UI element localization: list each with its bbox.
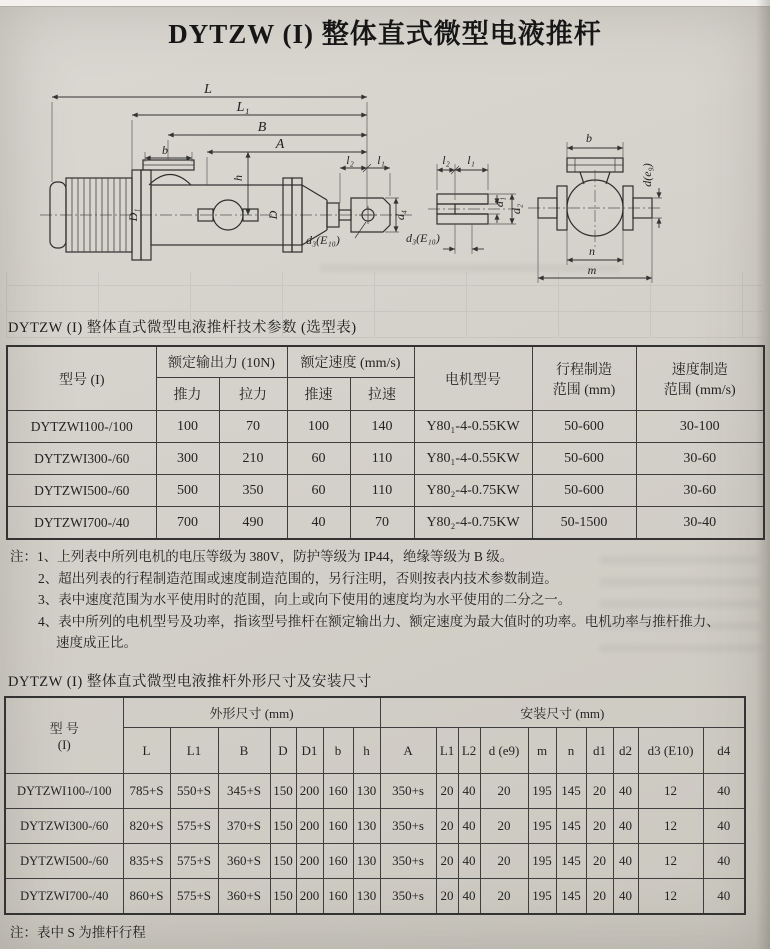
column-group-rated-force: 额定输出力 (10N) [156,346,287,378]
model-cell: DYTZWI300-/60 [7,443,156,475]
value-cell: 110 [350,443,414,475]
dim-label-L1: L₁ [236,100,250,115]
dim-label-D: D [266,210,280,220]
column-header-speed-range [636,346,764,411]
value-cell: 160 [323,774,353,809]
value-cell: 360+S [218,844,270,879]
model-cell: DYTZWI500-/60 [7,475,156,507]
value-cell: 30-100 [636,411,764,443]
value-cell: 30-60 [636,475,764,507]
value-cell: 50-1500 [532,507,636,540]
value-cell: Y80₂-4-0.75KW [414,475,532,507]
value-cell: 60 [287,475,350,507]
value-cell: 150 [270,879,296,915]
column-header: h [353,728,380,774]
value-cell: 30-40 [636,507,764,540]
value-cell: 50-600 [532,443,636,475]
model-cell: DYTZWI300-/60 [5,809,123,844]
table-row [5,879,745,915]
rod-end-section-drawing [406,153,523,254]
table-row [5,844,745,879]
value-cell: 350+s [380,809,436,844]
column-header: d2 [613,728,638,774]
note-line: 注：1、上列表中所列电机的电压等级为 380V，防护等级为 IP44，绝缘等级为 B 级。 [10,549,514,564]
notes-section [10,546,762,654]
value-cell: 785+S [123,774,170,809]
header-line: 范围 (mm/s) [663,382,736,398]
model-cell: DYTZWI500-/60 [5,844,123,879]
value-cell: 200 [296,809,323,844]
dimension-lines [52,82,407,247]
value-cell: 575+S [170,879,218,915]
value-cell: 210 [219,443,287,475]
value-cell: 40 [703,844,745,879]
column-header-model [5,697,123,774]
value-cell: 150 [270,844,296,879]
value-cell: 20 [586,809,613,844]
header-row [7,346,764,378]
value-cell: Y80₁-4-0.55KW [414,411,532,443]
value-cell: 145 [556,879,586,915]
value-cell: 150 [270,809,296,844]
dimension-table-body [5,774,745,915]
dim-label-l2: l₂ [442,153,450,167]
dim-label-B: B [257,120,267,135]
value-cell: 20 [436,809,458,844]
value-cell: 40 [613,844,638,879]
dim-label-A: A [275,137,285,152]
value-cell: 20 [480,844,528,879]
value-cell: 50-600 [532,475,636,507]
table-row [5,809,745,844]
value-cell: 130 [353,844,380,879]
value-cell: Y80₁-4-0.55KW [414,443,532,475]
value-cell: 40 [458,844,480,879]
value-cell: 100 [287,411,350,443]
value-cell: Y80₂-4-0.75KW [414,507,532,540]
column-header: n [556,728,586,774]
value-cell: 130 [353,879,380,915]
model-cell: DYTZWI700-/40 [5,879,123,915]
value-cell: 160 [323,879,353,915]
value-cell: 40 [703,879,745,915]
dimension-table [4,696,746,915]
column-header: D [270,728,296,774]
value-cell: 130 [353,809,380,844]
table-row [5,774,745,809]
value-cell: 145 [556,844,586,879]
column-header: L2 [458,728,480,774]
column-header: d (e9) [480,728,528,774]
value-cell: 70 [350,507,414,540]
column-header: L1 [436,728,458,774]
dim-label-dE9: d(e₉) [640,163,654,187]
value-cell: 820+S [123,809,170,844]
value-cell: 20 [586,844,613,879]
column-header: m [528,728,556,774]
value-cell: 40 [613,774,638,809]
value-cell: 200 [296,844,323,879]
value-cell: 195 [528,809,556,844]
value-cell: 195 [528,879,556,915]
value-cell: 40 [613,879,638,915]
header-row [5,697,745,728]
value-cell: 60 [287,443,350,475]
value-cell: 550+S [170,774,218,809]
column-group-install: 安装尺寸 (mm) [380,697,745,728]
header-line: 范围 (mm) [552,382,616,398]
end-view-drawing [528,131,662,283]
value-cell: 350+s [380,774,436,809]
value-cell: 360+S [218,879,270,915]
value-cell: 700 [156,507,219,540]
column-header: L [123,728,170,774]
spec-table-body [7,411,764,540]
table-row [7,475,764,507]
footnote: 注：表中 S 为推杆行程 [10,925,146,940]
model-cell: DYTZWI700-/40 [7,507,156,540]
dim-label-l1: l₁ [377,153,385,167]
value-cell: 350+s [380,844,436,879]
value-cell: 500 [156,475,219,507]
value-cell: 50-600 [532,411,636,443]
value-cell: 860+S [123,879,170,915]
header-line: 型 号 [49,721,79,736]
dim-label-D1: D₁ [126,208,140,222]
column-header: d1 [586,728,613,774]
spec-table-title: DYTZW (I) 整体直式微型电液推杆技术参数 (选型表) [8,320,357,336]
value-cell: 575+S [170,844,218,879]
column-header: b [323,728,353,774]
table-row [7,411,764,443]
value-cell: 575+S [170,809,218,844]
cylinder-shape [143,160,302,245]
column-header: D1 [296,728,323,774]
column-header-stroke-range [532,346,636,411]
value-cell: 350+s [380,879,436,915]
column-header: B [218,728,270,774]
column-header-push-speed: 推速 [287,378,350,411]
side-view-drawing [40,82,415,260]
column-header: d4 [703,728,745,774]
dim-label-h: h [231,175,245,181]
value-cell: 160 [323,809,353,844]
value-cell: 145 [556,774,586,809]
value-cell: 350 [219,475,287,507]
value-cell: 20 [436,879,458,915]
column-header: d3 (E10) [638,728,703,774]
dim-label-d3E10: d₃(E₁₀) [406,231,440,245]
value-cell: 20 [436,844,458,879]
value-cell: 20 [586,774,613,809]
column-header: L1 [170,728,218,774]
value-cell: 145 [556,809,586,844]
dim-label-b: b [162,143,168,157]
value-cell: 345+S [218,774,270,809]
column-header-pull-speed: 拉速 [350,378,414,411]
dim-label-b: b [586,131,592,145]
column-header-model: 型号 (I) [7,346,156,411]
header-line: 速度制造 [671,362,728,378]
note-line: 4、表中所列的电机型号及功率，指该型号推杆在额定输出力、额定速度为最大值时的功率。电机功率与推杆推力、 [38,613,720,629]
model-cell: DYTZWI100-/100 [7,411,156,443]
scan-edge-artifact [0,0,770,7]
technical-drawing [0,78,770,293]
value-cell: 12 [638,879,703,915]
note-line: 3、表中速度范围为水平使用时的范围，向上或向下使用的速度均为水平使用的二分之一。 [38,592,572,607]
value-cell: 150 [270,774,296,809]
table-row [7,443,764,475]
value-cell: 40 [703,774,745,809]
dim-label-d1: d₁ [492,196,506,208]
value-cell: 300 [156,443,219,475]
dim-label-d2: d₂ [509,203,523,215]
column-header-pull-force: 拉力 [219,378,287,411]
value-cell: 195 [528,844,556,879]
dim-label-L: L [204,82,212,97]
table-row [7,507,764,540]
value-cell: 40 [613,809,638,844]
value-cell: 40 [458,879,480,915]
dim-label-d4: d₄ [393,209,407,221]
value-cell: 110 [350,475,414,507]
column-group-outline: 外形尺寸 (mm) [123,697,380,728]
value-cell: 20 [480,809,528,844]
header-line: (I) [57,737,71,752]
value-cell: 20 [586,879,613,915]
spec-table [6,345,765,540]
value-cell: 200 [296,774,323,809]
value-cell: 140 [350,411,414,443]
model-cell: DYTZWI100-/100 [5,774,123,809]
value-cell: 20 [480,879,528,915]
value-cell: 370+S [218,809,270,844]
value-cell: 20 [480,774,528,809]
value-cell: 40 [703,809,745,844]
value-cell: 490 [219,507,287,540]
column-header-motor: 电机型号 [414,346,532,411]
dimension-table-title: DYTZW (I) 整体直式微型电液推杆外形尺寸及安装尺寸 [8,674,372,690]
note-line: 2、超出列表的行程制造范围或速度制造范围的，另行注明，否则按表内技术参数制造。 [38,570,558,586]
value-cell: 40 [458,774,480,809]
value-cell: 200 [296,879,323,915]
value-cell: 130 [353,774,380,809]
header-line: 行程制造 [556,362,613,378]
value-cell: 12 [638,809,703,844]
dim-label-n: n [589,244,595,258]
value-cell: 100 [156,411,219,443]
column-header: A [380,728,436,774]
value-cell: 160 [323,844,353,879]
dim-label-d3E10: d₃(E₁₀) [306,233,340,247]
note-line: 速度成正比。 [56,635,137,650]
dim-label-l2: l₂ [346,153,354,167]
page-title: DYTZW (I) 整体直式微型电液推杆 [168,19,602,49]
value-cell: 12 [638,844,703,879]
dim-label-m: m [587,263,597,277]
value-cell: 12 [638,774,703,809]
value-cell: 40 [458,809,480,844]
dim-label-l1: l₁ [467,153,475,167]
value-cell: 40 [287,507,350,540]
value-cell: 30-60 [636,443,764,475]
value-cell: 70 [219,411,287,443]
value-cell: 20 [436,774,458,809]
value-cell: 195 [528,774,556,809]
column-group-rated-speed: 额定速度 (mm/s) [287,346,414,378]
value-cell: 835+S [123,844,170,879]
column-header-push-force: 推力 [156,378,219,411]
